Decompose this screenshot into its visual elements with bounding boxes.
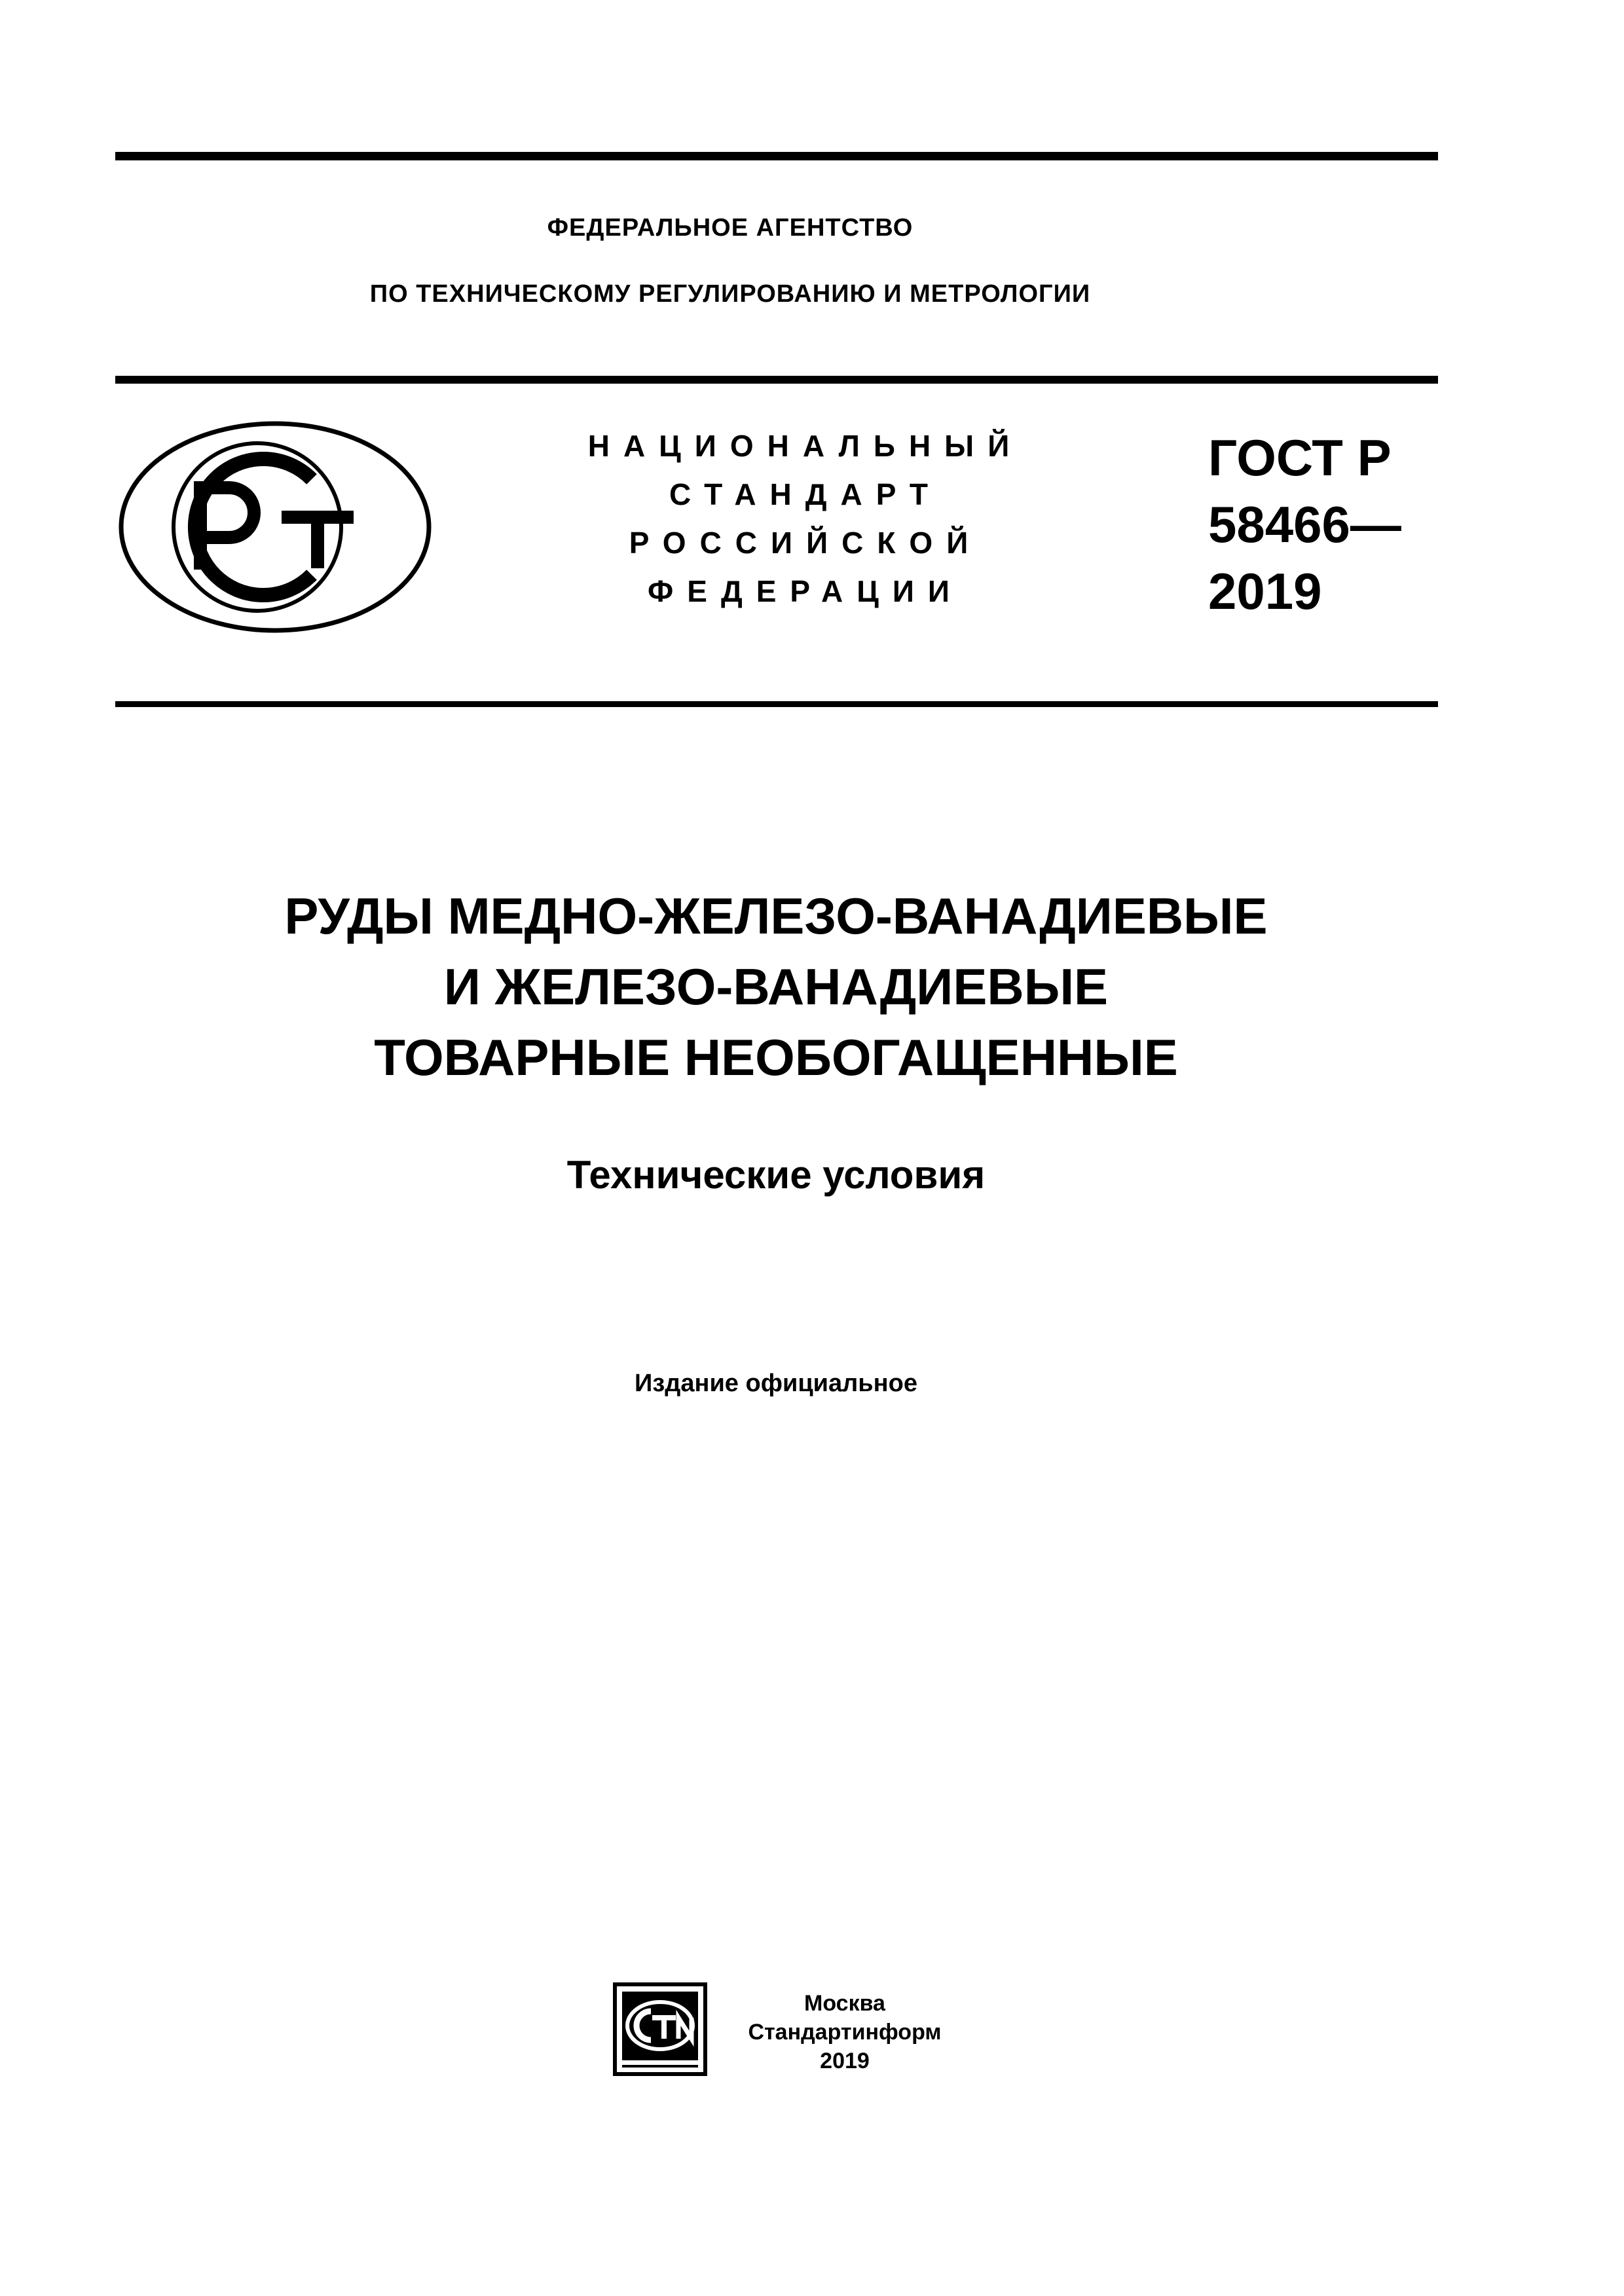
standard-type-line: РОССИЙСКОЙ	[629, 526, 982, 560]
agency-name-line1: ФЕДЕРАЛЬНОЕ АГЕНТСТВО	[547, 214, 913, 242]
title-line: РУДЫ МЕДНО-ЖЕЛЕЗО-ВАНАДИЕВЫЕ	[284, 887, 1268, 945]
header-rule	[115, 376, 1438, 384]
title-line: ТОВАРНЫЕ НЕОБОГАЩЕННЫЕ	[374, 1029, 1178, 1086]
designation-line: 2019	[1208, 562, 1322, 620]
standard-type-line: НАЦИОНАЛЬНЫЙ	[587, 429, 1024, 463]
publisher-city: Москва	[804, 1991, 885, 2016]
standard-designation	[1208, 424, 1401, 625]
standartinform-logo-icon	[613, 1982, 707, 2076]
edition-note: Издание официальное	[635, 1370, 917, 1397]
document-title	[0, 881, 1552, 1093]
publisher-block	[720, 1989, 969, 2075]
publisher-year: 2019	[820, 2049, 870, 2073]
designation-line: 58466—	[1208, 496, 1401, 553]
pct-certification-logo-icon	[117, 419, 434, 635]
section-rule	[115, 701, 1438, 707]
standard-type-line: СТАНДАРТ	[669, 477, 942, 511]
standard-type-line: ФЕДЕРАЦИИ	[648, 574, 963, 608]
standard-type-block	[576, 422, 1035, 615]
title-line: И ЖЕЛЕЗО-ВАНАДИЕВЫЕ	[443, 958, 1109, 1015]
top-rule	[115, 152, 1438, 160]
agency-name-line2: ПО ТЕХНИЧЕСКОМУ РЕГУЛИРОВАНИЮ И МЕТРОЛОГИИ	[369, 280, 1091, 308]
publisher-name: Стандартинформ	[748, 2020, 942, 2045]
document-subtitle: Технические условия	[566, 1153, 986, 1197]
designation-line: ГОСТ Р	[1208, 429, 1392, 486]
